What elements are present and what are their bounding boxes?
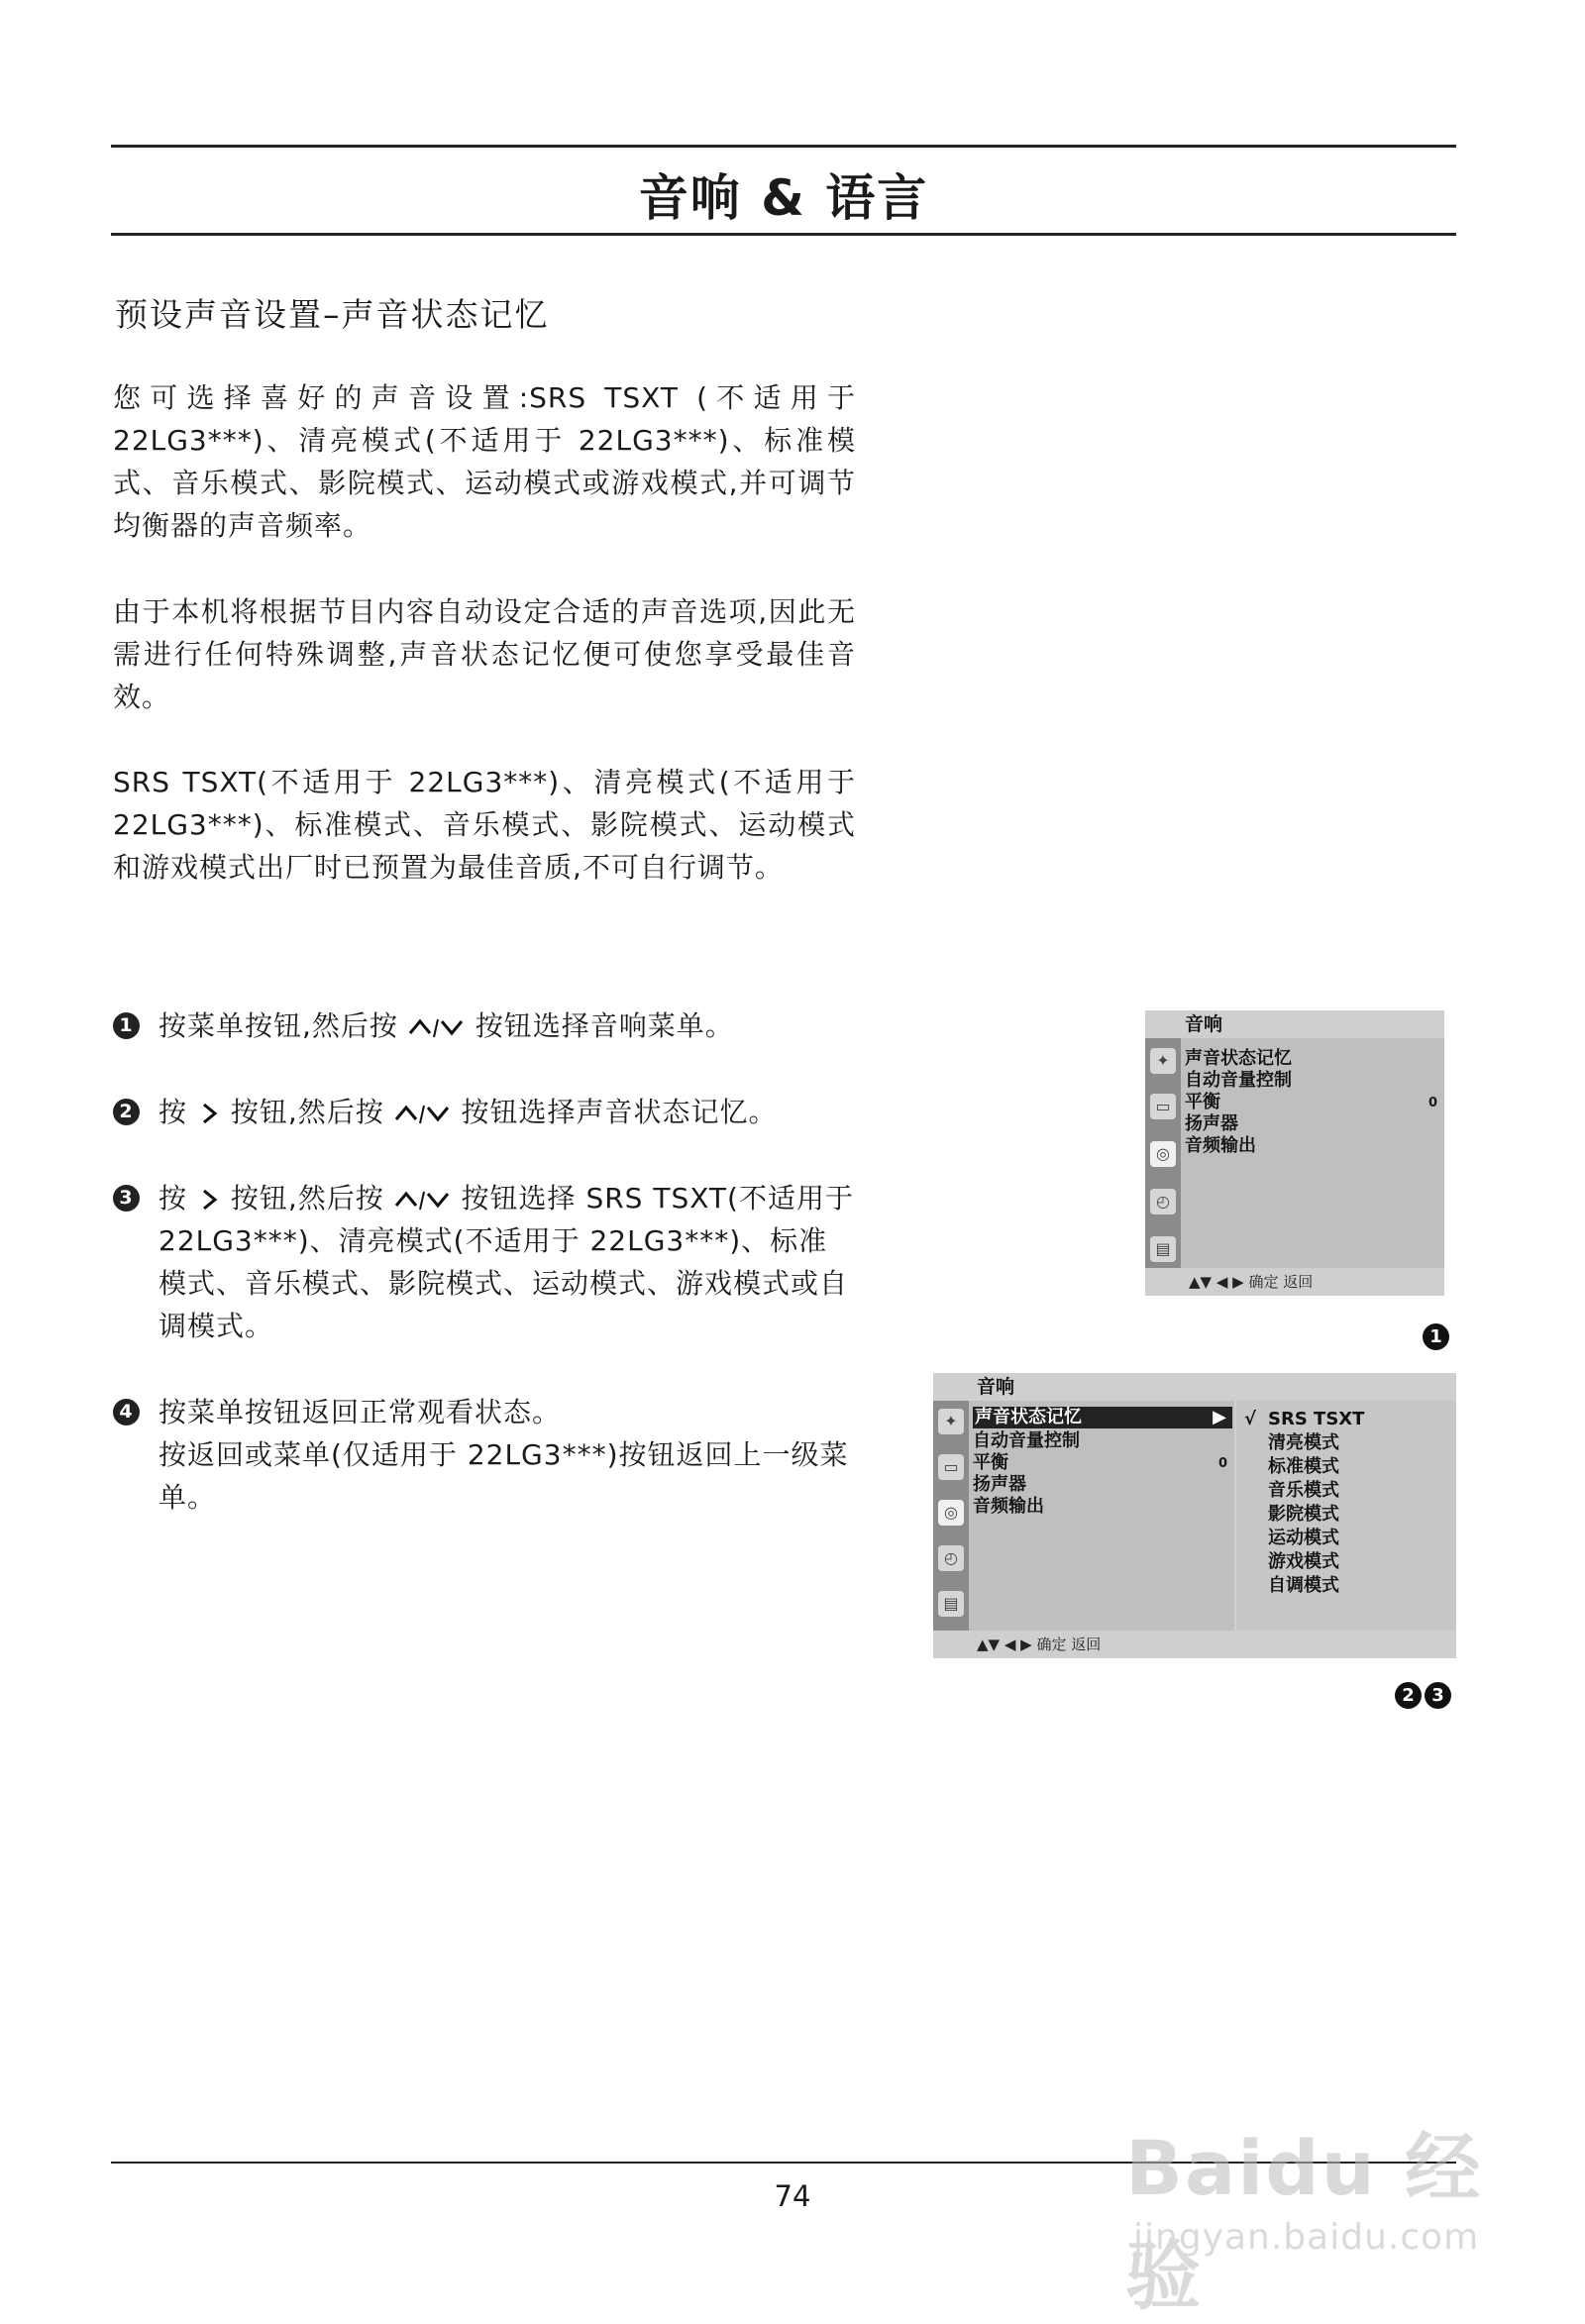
step-4 — [113, 1391, 856, 1519]
audio-icon: ◎ — [938, 1500, 964, 1526]
timer-icon: ◴ — [1150, 1189, 1176, 1215]
step-text: 按钮,然后按 — [230, 1096, 384, 1128]
menu-item[interactable]: 自动音量控制 — [973, 1430, 1080, 1451]
step-text: 按钮,然后按 — [230, 1182, 384, 1215]
menu-item[interactable]: 音频输出 — [1185, 1135, 1256, 1156]
section-title: 预设声音设置–声音状态记忆 — [115, 295, 550, 334]
osd-screen-audio-menu — [1145, 1010, 1444, 1296]
baidu-jingyan-watermark — [1125, 2057, 1502, 2320]
osd-sidebar — [933, 1401, 969, 1631]
submenu-item[interactable]: 音乐模式 — [1268, 1480, 1339, 1501]
osd-submenu-panel — [1236, 1401, 1456, 1631]
osd-menu-panel — [969, 1401, 1234, 1631]
menu-item[interactable]: 音频输出 — [973, 1496, 1044, 1517]
step-2 — [113, 1091, 856, 1133]
picture-icon: ✦ — [1150, 1048, 1176, 1074]
timer-icon: ◴ — [938, 1545, 964, 1571]
submenu-arrow-icon: ▶ — [1213, 1407, 1226, 1427]
menu-item[interactable]: 扬声器 — [1185, 1113, 1238, 1134]
menu-item[interactable]: 声音状态记忆 — [1185, 1048, 1292, 1069]
osd-screen-sound-mode — [933, 1373, 1456, 1658]
page-title: 音响 & 语言 — [638, 169, 929, 227]
step-text: 按 — [158, 1096, 188, 1128]
watermark-logo: Baidu 经验 — [1125, 2124, 1483, 2320]
step-number: 1 — [113, 1012, 140, 1039]
right-arrow-icon — [197, 1102, 221, 1125]
osd-menu-panel — [1181, 1038, 1444, 1268]
menu-item-label: 声音状态记忆 — [975, 1407, 1082, 1427]
right-arrow-icon — [197, 1188, 221, 1212]
submenu-item[interactable]: 标准模式 — [1268, 1456, 1339, 1477]
step-3 — [113, 1177, 856, 1347]
step-number: 2 — [113, 1099, 140, 1125]
figure-marker: 1 — [1423, 1323, 1449, 1350]
menu-item[interactable]: 扬声器 — [973, 1474, 1026, 1495]
up-down-arrows-icon — [408, 1015, 466, 1039]
osd-title: 音响 — [977, 1373, 1014, 1401]
osd-sidebar — [1145, 1038, 1181, 1268]
balance-value: 0 — [1218, 1456, 1228, 1471]
watermark-url: jingyan.baidu.com — [1133, 2217, 1480, 2258]
figure-marker: 2 — [1395, 1682, 1422, 1709]
submenu-item[interactable]: 清亮模式 — [1268, 1432, 1339, 1453]
steps-list — [113, 1004, 856, 1519]
menu-item[interactable]: 平衡 — [1185, 1092, 1220, 1112]
up-down-arrows-icon — [394, 1188, 452, 1212]
step-number: 4 — [113, 1399, 140, 1426]
menu-item[interactable]: 自动音量控制 — [1185, 1070, 1292, 1091]
step-text: 按返回或菜单(仅适用于 22LG3***)按钮返回上一级菜单。 — [158, 1438, 849, 1514]
up-down-arrows-icon — [394, 1102, 452, 1125]
picture-icon: ✦ — [938, 1409, 964, 1434]
step-text: 按钮选择音响菜单。 — [475, 1009, 734, 1042]
screen-icon: ▭ — [938, 1454, 964, 1480]
screen-icon: ▭ — [1150, 1094, 1176, 1119]
balance-value: 0 — [1428, 1096, 1438, 1110]
figure-marker: 3 — [1425, 1682, 1451, 1709]
osd-footer-hint: ▲▼ ◀ ▶ 确定 返回 — [1145, 1268, 1444, 1296]
audio-icon: ◎ — [1150, 1141, 1176, 1167]
submenu-item[interactable]: 自调模式 — [1268, 1575, 1339, 1596]
step-text: 按菜单按钮,然后按 — [158, 1009, 398, 1042]
submenu-item[interactable]: 影院模式 — [1268, 1504, 1339, 1525]
step-number: 3 — [113, 1185, 140, 1212]
paragraph-auto: 由于本机将根据节目内容自动设定合适的声音选项,因此无需进行任何特殊调整,声音状态记忆便可使您享受最佳音效。 — [113, 595, 856, 713]
paragraph-intro: 您可选择喜好的声音设置:SRS TSXT (不适用于22LG3***)、清亮模式(不适用于 22LG3***)、标准模式、音乐模式、影院模式、运动模式或游戏模式,并可调节均衡器的声音频率。 — [113, 381, 856, 542]
menu-item-selected[interactable] — [973, 1407, 1232, 1428]
step-text: 按菜单按钮返回正常观看状态。 — [158, 1396, 562, 1428]
osd-footer-hint: ▲▼ ◀ ▶ 确定 返回 — [933, 1631, 1456, 1658]
top-rule — [111, 145, 1456, 148]
page-number: 74 — [774, 2179, 811, 2213]
step-text: 按钮选择声音状态记忆。 — [461, 1096, 778, 1128]
check-icon: √ — [1244, 1409, 1257, 1429]
step-1 — [113, 1004, 856, 1047]
option-icon: ▤ — [1150, 1236, 1176, 1262]
submenu-item[interactable]: 游戏模式 — [1268, 1551, 1339, 1572]
step-text: 按钮选择 SRS TSXT(不适用于 22LG3***)、清亮模式(不适用于 22LG3***)、标准模式、音乐模式、影院模式、运动模式、游戏模式或自调模式。 — [158, 1182, 854, 1342]
submenu-item-selected[interactable]: SRS TSXT — [1268, 1409, 1365, 1429]
step-text: 按 — [158, 1182, 188, 1215]
title-rule — [111, 233, 1456, 236]
menu-item[interactable]: 平衡 — [973, 1452, 1008, 1473]
paragraph-preset: SRS TSXT(不适用于 22LG3***)、清亮模式(不适用于22LG3***)、标准模式、音乐模式、影院模式、运动模式和游戏模式出厂时已预置为最佳音质,不可自行调节。 — [113, 766, 856, 884]
osd-title: 音响 — [1185, 1010, 1222, 1038]
submenu-item[interactable]: 运动模式 — [1268, 1528, 1339, 1548]
option-icon: ▤ — [938, 1591, 964, 1617]
